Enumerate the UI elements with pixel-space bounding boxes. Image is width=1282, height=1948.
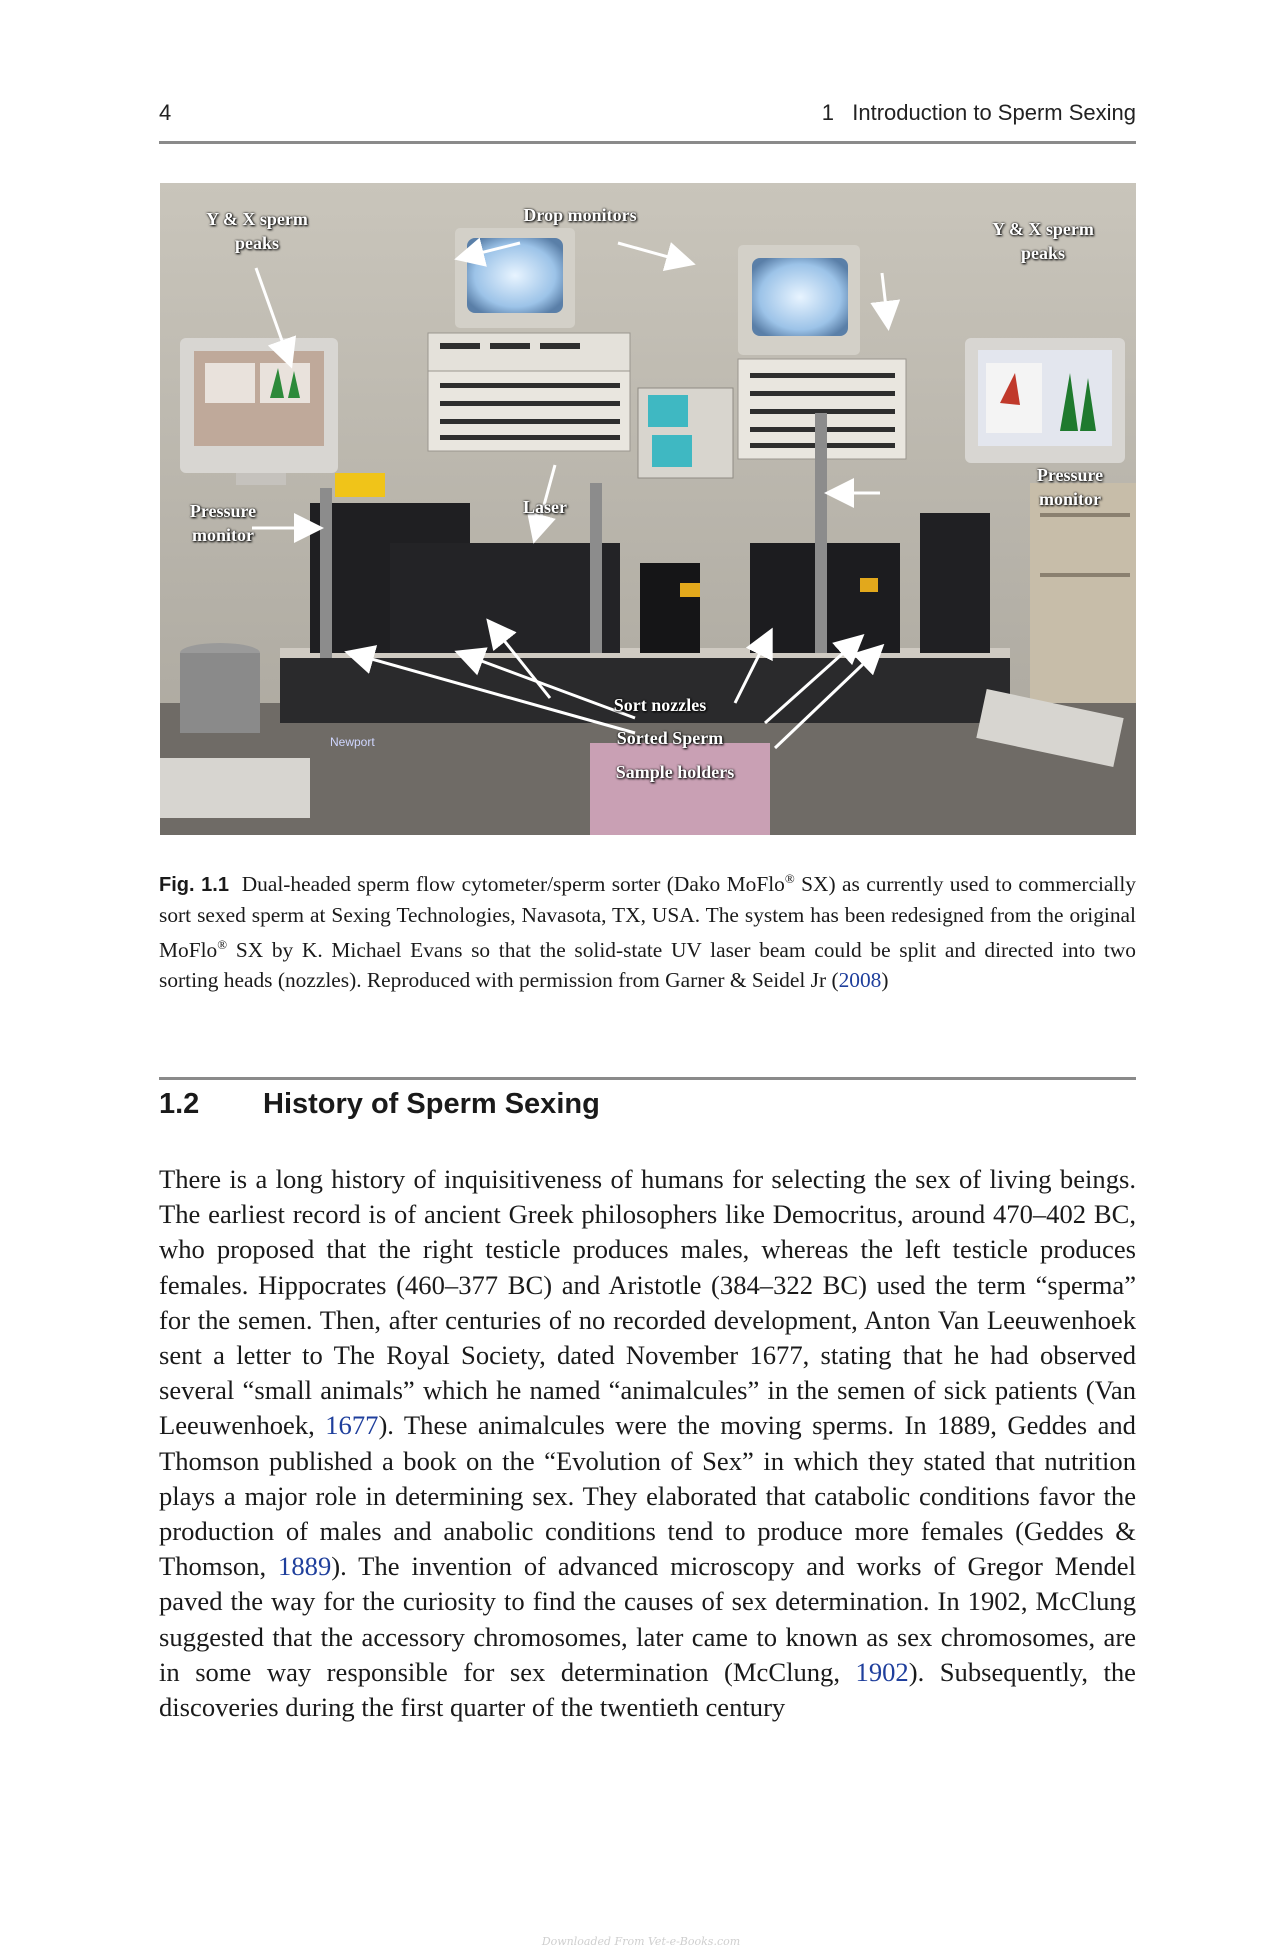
citation-link-1677[interactable]: 1677 [325, 1410, 379, 1441]
section-title: History of Sperm Sexing [263, 1088, 600, 1120]
citation-link-1889[interactable]: 1889 [278, 1551, 332, 1582]
brand-logo: Newport [330, 735, 375, 749]
caption-text-3: SX by K. Michael Evans so that the solid-state UV laser beam could be split and directed into two sorting heads (nozzles). Reproduced with permission from Garner & Seidel Jr ( [159, 938, 1136, 993]
header-rule [159, 141, 1136, 144]
caption-text-1: Dual-headed sperm flow cytometer/sperm sorter (Dako MoFlo [241, 872, 785, 897]
label-pressure-monitor-left: Pressure monitor [189, 501, 257, 545]
label-sorted-sperm: Sorted Sperm [616, 728, 724, 748]
body-text-segment: ). Subsequently, the discoveries during the first quarter of the twentieth century [159, 1656, 1136, 1723]
label-yx-peaks-left: Y & X sperm peaks [206, 209, 308, 253]
body-paragraph [159, 1162, 1136, 1725]
caption-text-end: ) [881, 968, 889, 993]
download-watermark: Downloaded From Vet-e-Books.com [541, 1935, 741, 1948]
section-rule [159, 1077, 1136, 1080]
caption-citation-link[interactable]: 2008 [838, 968, 882, 993]
figure-caption [159, 864, 1136, 996]
label-sort-nozzles: Sort nozzles [613, 695, 707, 715]
registered-mark: ® [217, 937, 228, 953]
label-drop-monitors: Drop monitors [523, 205, 637, 225]
body-text-segment: ). These animalcules were the moving sperms. In 1889, Geddes and Thomson published a book on the “Evolution of Sex” in which they stated that nutrition plays a major role in determining sex. They elaborated that catabolic conditions favor the production of males and anabolic conditions tend to produce more females (Geddes & Thomson, [159, 1410, 1136, 1582]
body-text-segment: ). The invention of advanced microscopy and works of Gregor Mendel paved the way for the curiosity to find the causes of sex determination. In 1902, McClung suggested that the accessory chromosomes, later came to known as sex chromosomes, are in some way responsible for sex determination (McClung, [159, 1551, 1137, 1687]
body-text-segment: There is a long history of inquisitiveness of humans for selecting the sex of living beings. The earliest record is of ancient Greek philosophers like Democritus, around 470–402 BC, who proposed that the right testicle produces males, whereas the left testicle produces females. Hippocrates (460–377 BC) and Aristotle (384–322 BC) used the term “sperma” for the semen. Then, after centuries of no recorded development, Anton Van Leeuwenhoek sent a letter to The Royal Society, dated November 1677, stating that he had observed several “small animals” which he named “animalcules” in the semen of sick patients (Van Leeuwenhoek, [159, 1164, 1136, 1441]
figure-number: Fig. 1.1 [159, 874, 229, 897]
figure-photo [160, 183, 1136, 835]
chapter-title: 1 Introduction to Sperm Sexing [821, 100, 1136, 125]
page-number: 4 [159, 100, 172, 125]
caption-text-2: SX) as currently used to commercially sort sexed sperm at Sexing Technologies, Navasota, TX, USA. The system has been redesigned from the original MoFlo [159, 872, 1136, 963]
citation-link-1902[interactable]: 1902 [855, 1656, 909, 1687]
label-yx-peaks-right: Y & X sperm peaks [992, 219, 1094, 263]
registered-mark: ® [784, 871, 795, 886]
section-heading [159, 1088, 1136, 1128]
section-number: 1.2 [159, 1088, 200, 1120]
label-sample-holders: Sample holders [615, 762, 735, 782]
label-laser: Laser [523, 497, 567, 517]
running-header [159, 100, 1136, 136]
label-pressure-monitor-right: Pressure monitor [1036, 465, 1104, 509]
